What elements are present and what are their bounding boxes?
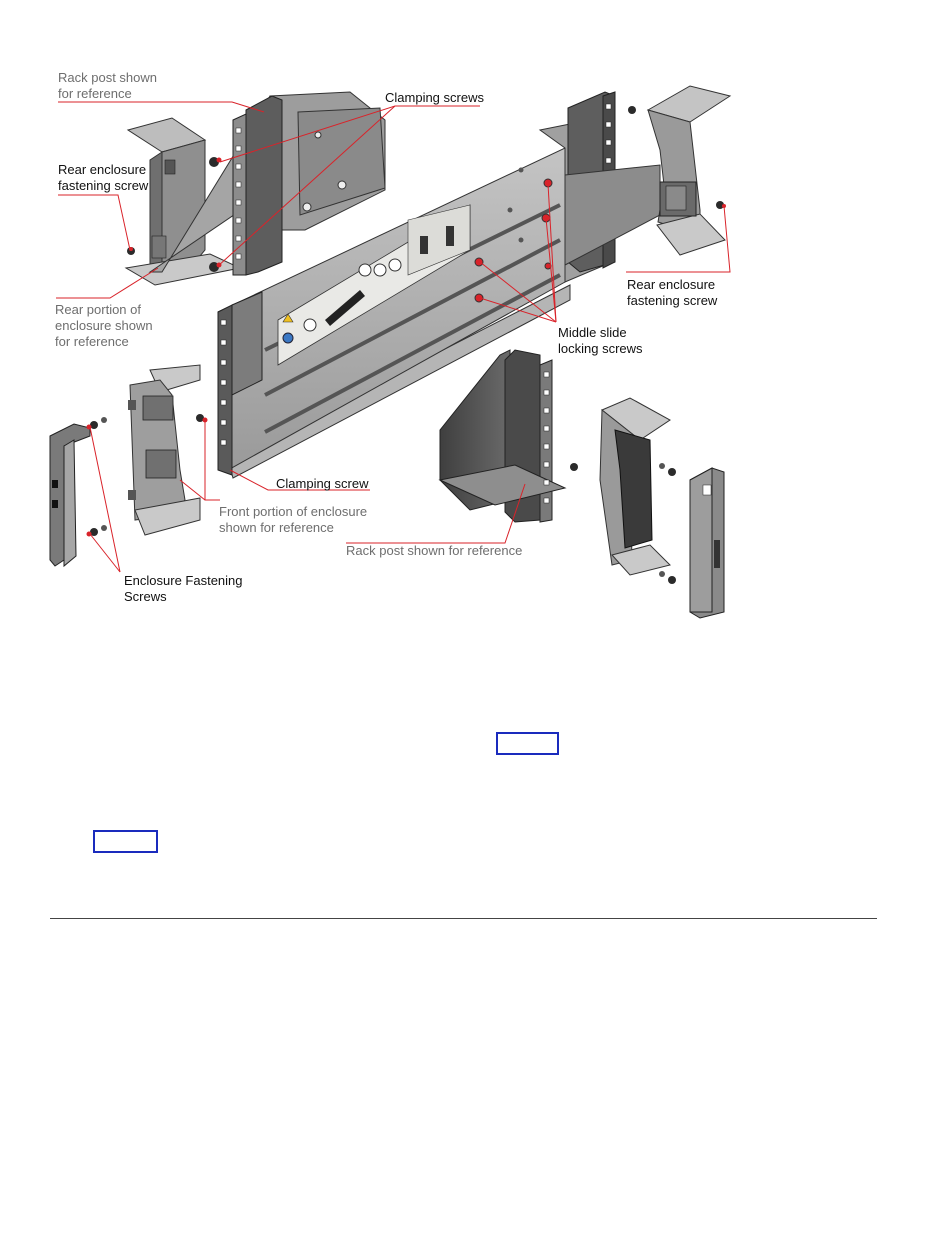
- front-right-screw-1: [570, 463, 578, 471]
- label-middle-slide: Middle slide locking screws: [558, 325, 643, 356]
- middle-slide-screw-3: [475, 258, 483, 266]
- clamping-screw-front: [196, 414, 208, 423]
- front-right-screw-3: [659, 571, 676, 584]
- label-rear-fastening-left: Rear enclosure fastening screw: [58, 162, 149, 193]
- leader-rack-post-top: [58, 102, 264, 112]
- label-rack-post-top: Rack post shown for reference: [58, 70, 157, 101]
- label-rear-fastening-right: Rear enclosure fastening screw: [627, 277, 718, 308]
- front-bezel-left: [50, 424, 90, 566]
- link-box-1[interactable]: [496, 732, 559, 755]
- front-bezel-right: [690, 468, 724, 618]
- label-clamping-screws: Clamping screws: [385, 90, 484, 105]
- leader-enclosure-fastening-b: [90, 534, 120, 572]
- label-front-portion: Front portion of enclosure shown for reference: [219, 504, 368, 535]
- label-clamping-screw: Clamping screw: [276, 476, 369, 491]
- middle-slide-screw-4: [475, 294, 483, 302]
- enclosure-fastening-screw-2: [87, 525, 108, 537]
- label-enclosure-fastening: Enclosure Fastening Screws: [124, 573, 243, 604]
- rear-fastening-screw-left: [127, 247, 135, 255]
- leader-rear-fastening-left: [58, 195, 130, 250]
- top-right-screw: [628, 106, 636, 114]
- front-right-screw-2: [659, 463, 676, 476]
- leader-enclosure-fastening-a: [90, 427, 120, 572]
- label-rear-portion: Rear portion of enclosure shown for reference: [55, 302, 153, 349]
- link-box-2[interactable]: [93, 830, 158, 853]
- front-enclosure-bracket-right: [600, 398, 670, 575]
- front-enclosure-bracket-left: [128, 365, 200, 535]
- rear-rack-post-right: [565, 92, 660, 272]
- clamping-screw-top-left: [209, 157, 222, 167]
- enclosure-fastening-screw-1: [87, 417, 108, 430]
- front-rack-post-right: [440, 350, 565, 522]
- horizontal-rule: [50, 918, 877, 919]
- label-rack-post-bottom: Rack post shown for reference: [346, 543, 523, 558]
